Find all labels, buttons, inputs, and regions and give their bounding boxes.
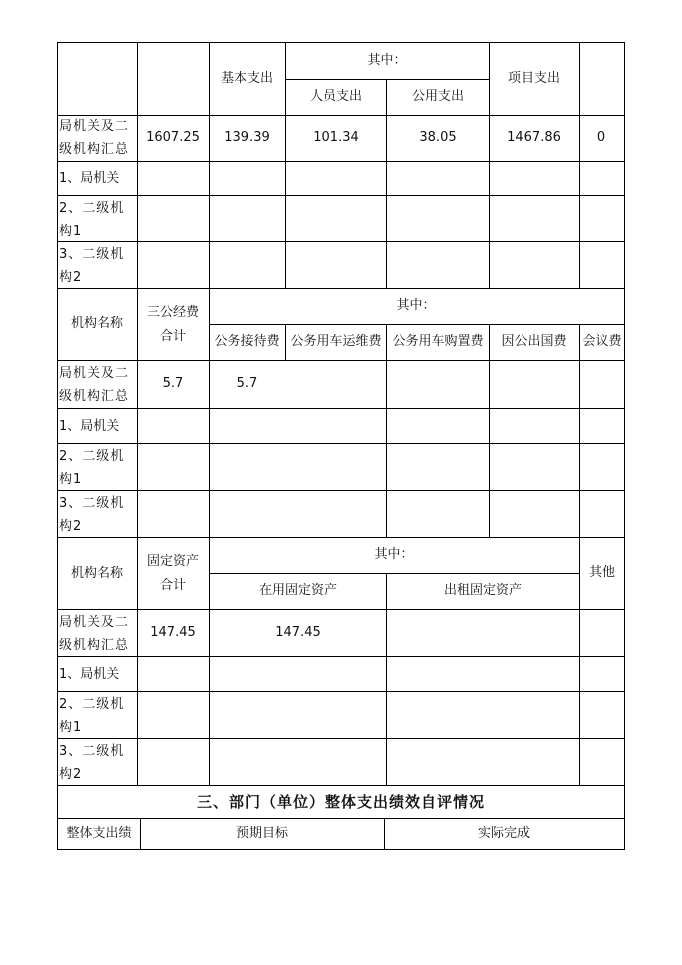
cell-in-use: 147.45 <box>275 625 321 640</box>
row-name-bureau: 1、局机关 <box>59 667 120 682</box>
header-in-use-assets: 在用固定资产 <box>258 583 338 598</box>
cell-reception: 5.7 <box>236 376 258 391</box>
header-other: 其他 <box>588 565 616 580</box>
header-basic-expense: 基本支出 <box>220 71 274 86</box>
row-name-secondary-2: 3、二级机构2 <box>59 496 125 534</box>
row-name-secondary-2: 3、二级机构2 <box>59 247 125 285</box>
cell-basic: 139.39 <box>224 130 270 145</box>
row-name-summary: 局机关及二级机构汇总 <box>59 366 130 404</box>
header-of-which: 其中： <box>396 298 436 313</box>
header-org-name: 机构名称 <box>70 316 124 331</box>
row-name-bureau: 1、局机关 <box>59 171 120 186</box>
cell-public: 38.05 <box>419 130 457 145</box>
cell-total: 1607.25 <box>146 130 200 145</box>
row-name-secondary-1: 2、二级机构1 <box>59 449 125 487</box>
cell-other: 0 <box>596 130 606 145</box>
row-name-bureau: 1、局机关 <box>59 419 120 434</box>
header-abroad-fee: 因公出国费 <box>501 334 567 349</box>
header-of-which: 其中： <box>367 53 407 68</box>
header-project-expense: 项目支出 <box>507 71 561 86</box>
section-title: 三、部门（单位）整体支出绩效自评情况 <box>196 793 486 811</box>
col-overall-performance: 整体支出绩 <box>66 826 132 841</box>
header-personnel-expense: 人员支出 <box>309 89 363 104</box>
cell-project: 1467.86 <box>507 130 561 145</box>
header-reception-fee: 公务接待费 <box>214 334 280 349</box>
row-name-summary: 局机关及二级机构汇总 <box>59 119 130 157</box>
cell-total: 147.45 <box>150 625 196 640</box>
header-three-public-total: 三公经费合计 <box>146 305 199 344</box>
col-actual-completion: 实际完成 <box>477 826 531 841</box>
cell-total: 5.7 <box>162 376 184 391</box>
header-vehicle-operation-fee: 公务用车运维费 <box>290 334 382 349</box>
header-meeting-fee: 会议费 <box>582 334 622 349</box>
header-of-which: 其中： <box>374 547 414 562</box>
header-org-name: 机构名称 <box>70 566 124 581</box>
row-name-secondary-2: 3、二级机构2 <box>59 744 125 782</box>
cell-personnel: 101.34 <box>313 130 359 145</box>
row-name-summary: 局机关及二级机构汇总 <box>59 615 130 653</box>
row-name-secondary-1: 2、二级机构1 <box>59 697 125 735</box>
header-vehicle-purchase-fee: 公务用车购置费 <box>392 334 484 349</box>
row-name-secondary-1: 2、二级机构1 <box>59 201 125 239</box>
header-fixed-assets-total: 固定资产合计 <box>146 554 199 593</box>
header-public-expense: 公用支出 <box>411 89 465 104</box>
header-rented-assets: 出租固定资产 <box>443 583 523 598</box>
col-expected-goal: 预期目标 <box>235 826 289 841</box>
